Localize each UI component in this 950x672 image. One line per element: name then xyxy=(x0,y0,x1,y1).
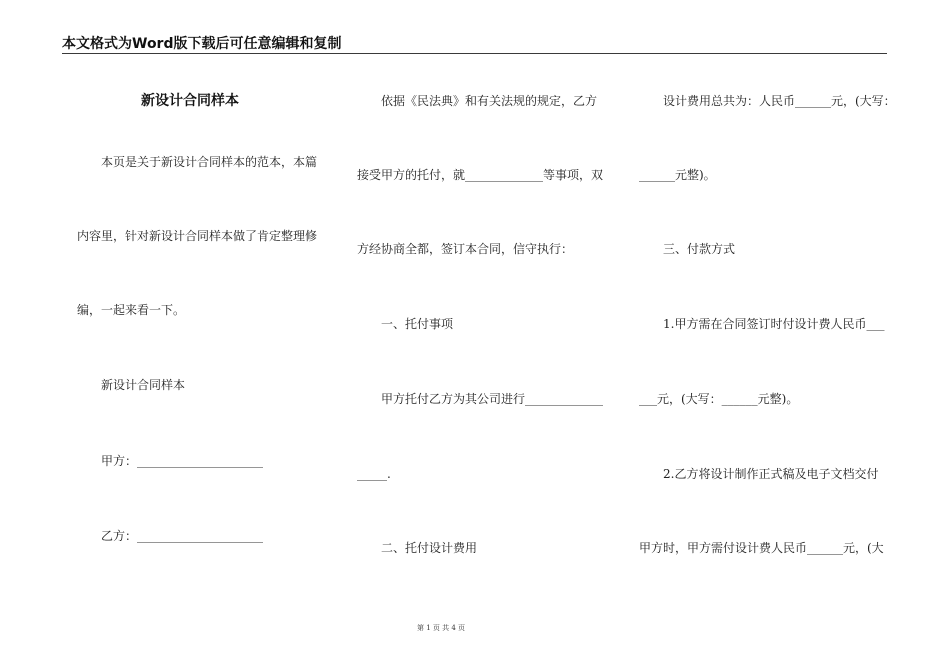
paragraph-line: 2.乙方将设计制作正式稿及电子文档交付 xyxy=(663,467,879,481)
section-heading: 三、付款方式 xyxy=(663,242,736,256)
document-header-title: 本文格式为Word版下载后可任意编辑和复制 xyxy=(62,36,342,52)
paragraph-line: 依据《民法典》和有关法规的规定，乙方 xyxy=(381,94,598,108)
section-heading: 新设计合同样本 xyxy=(101,378,186,392)
paragraph-line: 1.甲方需在合同签订时付设计费人民币___ xyxy=(663,317,885,331)
document-title: 新设计合同样本 xyxy=(141,93,239,109)
paragraph-line: ______元整)。 xyxy=(639,168,716,182)
paragraph-line: 设计费用总共为：人民币______元，(大写： xyxy=(663,94,896,108)
section-heading: 一、托付事项 xyxy=(381,317,454,331)
paragraph-line: 甲方托付乙方为其公司进行_____________ xyxy=(381,392,604,406)
party-a-field: 甲方：_____________________ xyxy=(101,454,264,468)
party-b-field: 乙方：_____________________ xyxy=(101,529,264,543)
paragraph-line: 本页是关于新设计合同样本的范本，本篇 xyxy=(101,155,318,169)
paragraph-line: 接受甲方的托付，就_____________等事项，双 xyxy=(357,168,604,182)
page-number: 第 1 页 共 4 页 xyxy=(416,624,466,632)
paragraph-line: 方经协商全都，签订本合同，信守执行： xyxy=(357,242,574,256)
paragraph-line: 甲方时，甲方需付设计费人民币______元，(大 xyxy=(639,541,884,555)
paragraph-line: ___元，(大写：______元整)。 xyxy=(639,392,799,406)
paragraph-line: 内容里，针对新设计合同样本做了肯定整理修 xyxy=(77,229,318,243)
section-heading: 二、托付设计费用 xyxy=(381,541,478,555)
paragraph-line: 编，一起来看一下。 xyxy=(77,303,186,317)
header-divider xyxy=(62,53,887,54)
paragraph-line: _____. xyxy=(357,467,391,481)
